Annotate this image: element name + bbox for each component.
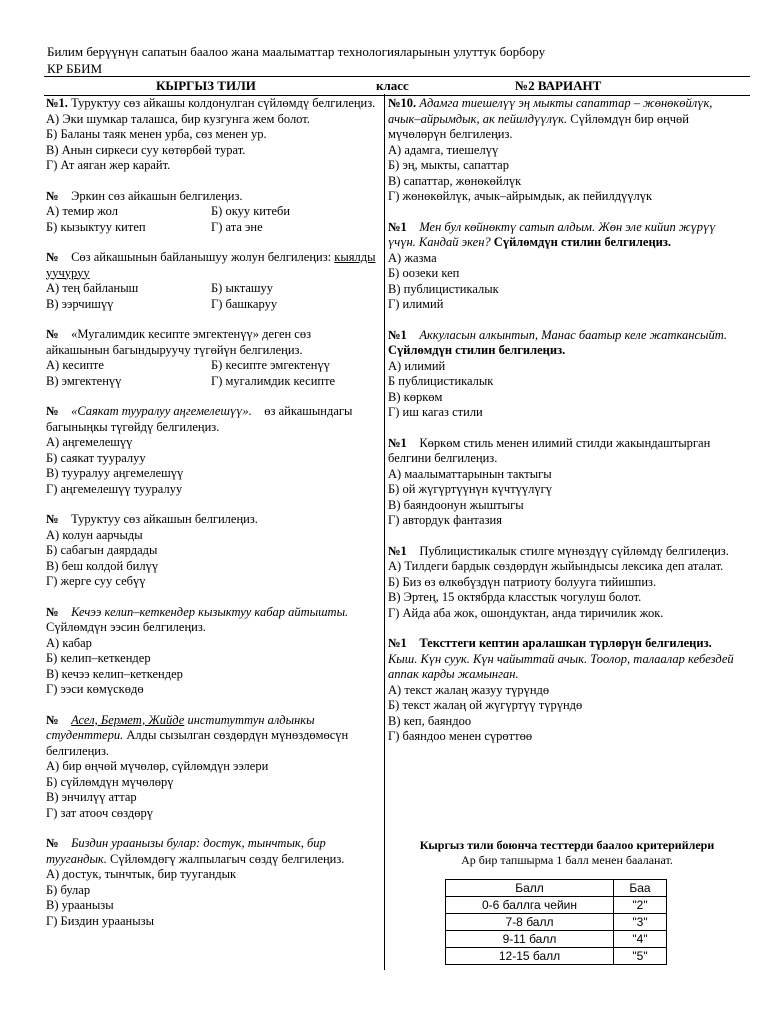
answer-option: Г) автордук фантазия xyxy=(388,513,502,527)
question-text: Сүйлөмдөгү жалпылагыч сөздү белгилеңиз. xyxy=(110,851,345,866)
example-sentence: Мен бул көйнөктү сатып алдым. Жөн эле кийип жүрүү үчүн. Кандай экен? xyxy=(388,219,716,249)
answer-option: В) ураанызы xyxy=(46,898,114,912)
answer-option: А) текст жалаң жазуу түрүндө xyxy=(388,682,550,697)
question-number: № xyxy=(46,512,59,526)
answer-option: Б) Баланы таяк менен урба, сөз менен ур. xyxy=(46,127,267,141)
question-text: Сүйлөмдүн стилин белгилеңиз. xyxy=(493,235,672,249)
question-text: Туруктуу сөз айкашын белгилеңиз. xyxy=(71,512,258,526)
grading-criteria xyxy=(388,838,746,868)
question-number: № xyxy=(46,604,59,619)
question-number: № xyxy=(46,327,59,341)
answer-option: Б) кесипте эмгектенүү xyxy=(211,358,330,372)
grade: "3" xyxy=(614,914,667,931)
question-text: Тексттеги кептин аралашкан түрлөрүн белгилеңиз. xyxy=(419,636,712,650)
grade: "5" xyxy=(614,948,667,965)
grade: "4" xyxy=(614,931,667,948)
question-number: №1. xyxy=(46,96,68,110)
question-number: № xyxy=(46,712,59,727)
answer-option: А) жазма xyxy=(388,250,437,265)
header-cell: Баа xyxy=(614,880,667,897)
answer-option: В) ээрчишүү xyxy=(46,296,114,311)
answer-option: А) бир өңчөй мүчөлөр, сүйлөмдүн ээлери xyxy=(46,759,269,773)
answer-option: Б) булар xyxy=(46,882,91,897)
score-range: 7-8 балл xyxy=(446,914,614,931)
header-cell: Балл xyxy=(446,880,614,897)
answer-option: В) публицистикалык xyxy=(388,281,499,296)
answer-option: Г) Айда аба жок, ошондуктан, анда тиричилик жок. xyxy=(388,605,664,620)
answer-option: А) кабар xyxy=(46,635,92,650)
question xyxy=(46,250,376,312)
question-text: Публицистикалык стилге мүнөздүү сүйлөмдү белгилеңиз. xyxy=(419,543,729,558)
answer-option: Г) Биздин ураанызы xyxy=(46,913,154,928)
example-text: Кыш. Күн суук. Күн чайыттай ачык. Тоолор, талаалар кебездей аппак карды жамынган. xyxy=(388,651,734,681)
subject-title: КЫРГЫЗ ТИЛИ xyxy=(156,78,256,93)
question-number: № xyxy=(46,250,59,264)
grades-table xyxy=(445,879,667,965)
page-header xyxy=(47,43,737,77)
question-number: № xyxy=(46,404,59,418)
answer-option: А) адамга, тиешелүү xyxy=(388,142,499,157)
question-text: өз айкашындагы багыныңкы түгөйдү белгилеңиз. xyxy=(46,404,353,434)
question xyxy=(46,605,376,698)
table-row xyxy=(446,897,667,914)
answer-option: Г) ээси көмүскөдө xyxy=(46,682,144,696)
answer-option: Б) ой жүгүртүүнүн күчтүүлүгү xyxy=(388,482,553,496)
answer-option: Г) ата эне xyxy=(211,219,263,234)
question xyxy=(388,544,746,622)
column-divider xyxy=(384,94,385,970)
underlined-phrase: Асел, Бермет, Жийде xyxy=(71,712,185,727)
answer-option: Г) мугалимдик кесипте xyxy=(211,373,336,388)
variant-title: №2 ВАРИАНТ xyxy=(515,78,602,93)
answer-option: Б) саякат тууралуу xyxy=(46,450,146,465)
answer-option: Г) зат атооч сөздөрү xyxy=(46,805,153,820)
question xyxy=(388,328,746,421)
answer-option: В) энчилүү аттар xyxy=(46,790,137,804)
question xyxy=(46,512,376,590)
header-org-name: Билим берүүнүн сапатын баалоо жана маалыматтар технологияларынын улуттук борбору xyxy=(47,44,546,59)
answer-option: Г) Ат аяган жер карайт. xyxy=(46,158,171,172)
answer-option: Г) иш кагаз стили xyxy=(388,405,483,419)
score-range: 12-15 балл xyxy=(446,948,614,965)
table-row xyxy=(446,931,667,948)
answer-option: Г) жөнөкөйлүк, ачык–айрымдык, ак пейилдүүлүк xyxy=(388,189,653,203)
question xyxy=(46,327,376,389)
answer-option: Г) илимий xyxy=(388,297,444,311)
question-text: Көркөм стиль менен илимий стилди жакындаштырган белгини белгилеңиз. xyxy=(388,435,711,465)
answer-option: А) темир жол xyxy=(46,204,118,218)
answer-option: Б) окуу китеби xyxy=(211,204,291,218)
question xyxy=(46,189,376,236)
table-header-row xyxy=(446,880,667,897)
question xyxy=(388,636,746,745)
question-text: Сөз айкашынын байланышуу жолун белгилеңиз: xyxy=(71,250,332,264)
answer-option: А) Эки шумкар талашса, бир кузгунга жем болот. xyxy=(46,111,310,126)
example-sentence: Кечээ келип–кеткендер кызыктуу кабар айтышты. xyxy=(71,604,349,619)
question-text: Эркин сөз айкашын белгилеңиз. xyxy=(71,188,243,203)
question-number: №1 xyxy=(388,219,407,234)
answer-option: Б) эң, мыкты, сапаттар xyxy=(388,158,509,172)
question xyxy=(388,220,746,313)
class-label: класс xyxy=(376,78,409,93)
example-sentence: Адамга тиешелүү эң мыкты сапаттар – жөнөкөйлүк, ачык–айрымдык, ак пейилдүүлүк. xyxy=(388,96,713,126)
answer-option: В) баяндоонун жыштыгы xyxy=(388,497,524,512)
question-text: Сүйлөмдүн ээсин белгилеңиз. xyxy=(46,620,206,634)
question-number: №1 xyxy=(388,543,407,558)
answer-option: В) көркөм xyxy=(388,389,443,404)
question xyxy=(46,836,376,929)
answer-option: Б) кызыктуу китеп xyxy=(46,219,146,234)
answer-option: А) колун аарчыды xyxy=(46,527,143,542)
question-number: №1 xyxy=(388,435,407,450)
question xyxy=(46,713,376,822)
question xyxy=(46,96,376,174)
answer-option: А) илимий xyxy=(388,358,446,373)
answer-option: В) кечээ келип–кеткендер xyxy=(46,666,183,681)
header-ministry: КР ББИМ xyxy=(47,61,103,76)
answer-option: Б) келип–кеткендер xyxy=(46,651,151,665)
answer-option: В) Эртең, 15 октябрда класстык чогулуш болот. xyxy=(388,590,642,604)
question-text: «Мугалимдик кесипте эмгектенүү» деген сөз айкашынын багындыруучу түгөйүн белгилеңиз. xyxy=(46,327,312,357)
example-sentence: институттун алдынкы студенттери. xyxy=(46,712,315,742)
example-phrase: «Саякат тууралуу аңгемелешүү». xyxy=(71,404,252,418)
question-number: № xyxy=(46,188,59,203)
example-sentence: Аккуласын алкынтып, Манас баатыр келе жаткансыйт. xyxy=(419,327,728,342)
answer-option: Б публицистикалык xyxy=(388,374,494,388)
title-row xyxy=(44,76,750,96)
score-range: 0-6 баллга чейин xyxy=(446,897,614,914)
answer-option: В) Анын сиркеси суу көтөрбөй турат. xyxy=(46,142,246,157)
example-sentence: Биздин ураанызы булар: достук, тынчтык, бир туугандык. xyxy=(46,836,326,866)
grade: "2" xyxy=(614,897,667,914)
answer-option: Б) ыкташуу xyxy=(211,281,274,295)
score-range: 9-11 балл xyxy=(446,931,614,948)
left-column xyxy=(46,96,376,944)
question-text: Туруктуу сөз айкашы колдонулган сүйлөмдү белгилеңиз. xyxy=(71,96,376,110)
answer-option: Г) жерге суу себүү xyxy=(46,574,146,588)
answer-option: Б) сабагын даярдады xyxy=(46,543,158,557)
question-text: Сүйлөмдүн стилин белгилеңиз. xyxy=(388,343,566,357)
question xyxy=(388,96,746,205)
answer-option: А) тең байланыш xyxy=(46,281,139,295)
answer-option: А) Тилдеги бардык сөздөрдүн жыйындысы лексика деп аталат. xyxy=(388,559,724,573)
question-text: Алды сызылган сөздөрдүн мүнөздөмөсүн белгилеңиз. xyxy=(46,728,349,758)
answer-option: А) достук, тынчтык, бир туугандык xyxy=(46,867,237,881)
answer-option: Б) сүйлөмдүн мүчөлөрү xyxy=(46,774,174,789)
question xyxy=(46,404,376,497)
answer-option: А) аңгемелешүү xyxy=(46,435,133,449)
table-row xyxy=(446,914,667,931)
answer-option: Б) текст жалаң ой жүгүртүү түрүндө xyxy=(388,698,583,712)
question-text: Сүйлөмдүн бир өңчөй мүчөлөрүн белгилеңиз. xyxy=(388,111,689,141)
underlined-phrase: кыялды уучуруу xyxy=(46,250,376,280)
answer-option: Г) баяндоо менен сүрөттөө xyxy=(388,729,533,743)
answer-option: Б) оозеки кеп xyxy=(388,266,460,280)
answer-option: А) кесипте xyxy=(46,358,104,372)
answer-option: В) кеп, баяндоо xyxy=(388,713,472,728)
question-number: №10. xyxy=(388,96,417,110)
answer-option: В) тууралуу аңгемелешүү xyxy=(46,466,184,480)
answer-option: В) эмгектенүү xyxy=(46,373,122,388)
criteria-title: Кыргыз тили боюнча тесттерди баалоо критерийлери xyxy=(419,838,715,852)
answer-option: Г) аңгемелешүү тууралуу xyxy=(46,481,183,496)
question xyxy=(388,436,746,529)
answer-option: Г) башкаруу xyxy=(211,296,278,311)
answer-option: В) сапаттар, жөнөкөйлүк xyxy=(388,173,522,188)
criteria-subtitle: Ар бир тапшырма 1 балл менен бааланат. xyxy=(461,853,673,867)
question-number: №1 xyxy=(388,327,407,342)
question-number: № xyxy=(46,836,59,850)
question-number: №1 xyxy=(388,636,407,650)
table-row xyxy=(446,948,667,965)
answer-option: Б) Биз өз өлкөбүздүн патриоту болууга тийишпиз. xyxy=(388,574,657,589)
answer-option: В) беш колдой билүү xyxy=(46,558,159,573)
right-column xyxy=(388,96,746,760)
answer-option: А) маалыматтарынын тактыгы xyxy=(388,466,552,481)
